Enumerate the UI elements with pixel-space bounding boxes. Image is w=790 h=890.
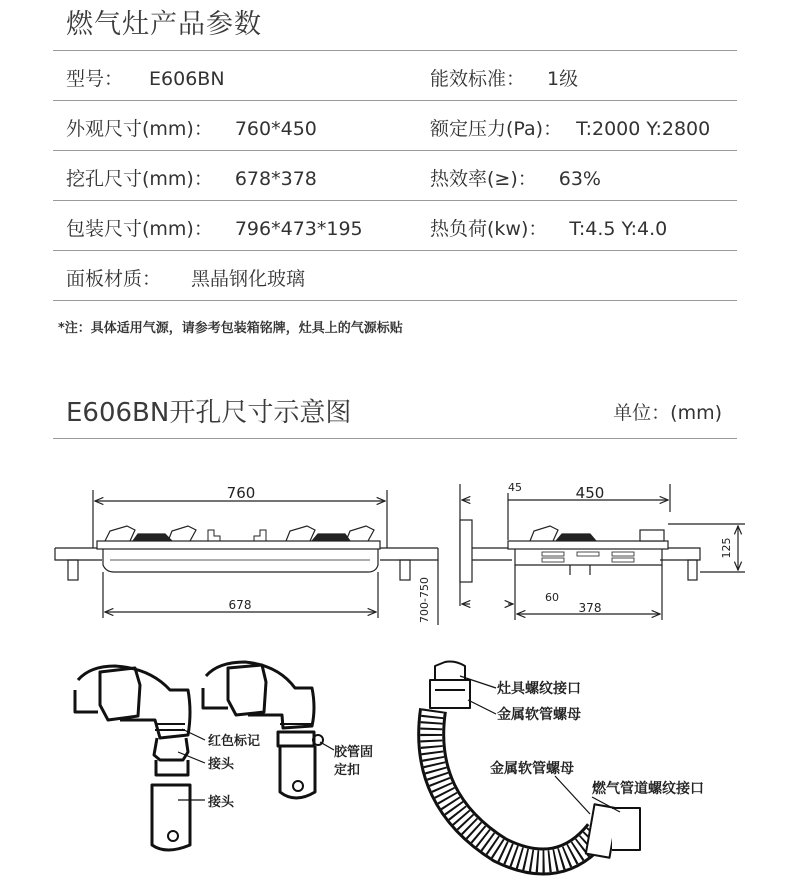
red-mark-label: 红色标记 xyxy=(208,734,261,749)
spec-label: 面板材质： xyxy=(66,268,162,290)
front-width-label: 760 xyxy=(226,484,256,502)
side-hole-label: 378 xyxy=(578,601,602,615)
side-height-label: 125 xyxy=(720,537,733,559)
spec-value: 1级 xyxy=(547,68,579,90)
spec-value: T:2000 Y:2800 xyxy=(576,118,711,140)
diagram-unit: 单位：(mm) xyxy=(613,402,722,424)
spec-value: 760*450 xyxy=(234,118,317,140)
pipe-thread-label: 燃气管道螺纹接口 xyxy=(592,781,704,797)
spec-value: 678*378 xyxy=(234,168,317,190)
diagram-title: E606BN开孔尺寸示意图 xyxy=(66,398,352,428)
spec-label: 额定压力(Pa)： xyxy=(430,118,563,140)
spec-value: 黑晶钢化玻璃 xyxy=(191,268,306,290)
page-title: 燃气灶产品参数 xyxy=(66,9,262,40)
front-hole-label: 678 xyxy=(228,598,252,612)
spec-label: 型号： xyxy=(66,68,124,90)
stove-thread-label: 灶具螺纹接口 xyxy=(497,681,581,697)
side-view xyxy=(460,484,745,620)
spec-label: 包装尺寸(mm)： xyxy=(66,218,213,240)
hose-nut-label-1: 金属软管螺母 xyxy=(497,707,581,723)
spec-label: 外观尺寸(mm)： xyxy=(66,118,213,140)
right-burner xyxy=(286,526,374,541)
spec-label: 能效标准： xyxy=(430,68,526,90)
spec-value: 63% xyxy=(558,168,601,190)
joint-label-1: 接头 xyxy=(208,757,235,772)
knobs xyxy=(208,530,266,541)
spec-value: E606BN xyxy=(149,68,225,90)
spec-label: 挖孔尺寸(mm)： xyxy=(66,168,213,190)
spec-value: T:4.5 Y:4.0 xyxy=(569,218,668,240)
joint-label-2: 接头 xyxy=(208,795,235,810)
spec-label: 热负荷(kw)： xyxy=(430,218,548,240)
left-burner xyxy=(105,526,196,541)
connector-red-mark xyxy=(75,666,190,850)
spec-value: 796*473*195 xyxy=(234,218,363,240)
front-depth-label: 700-750 xyxy=(418,577,431,623)
footnote: *注：具体适用气源，请参考包装箱铭牌，灶具上的气源标贴 xyxy=(58,321,403,336)
hose-nut-label-2: 金属软管螺母 xyxy=(490,761,574,777)
spec-label: 热效率(≥)： xyxy=(430,168,537,190)
connector-clamp xyxy=(203,662,323,798)
side-hole-offset-label: 60 xyxy=(545,591,559,604)
side-top-offset-label: 45 xyxy=(508,481,522,494)
side-depth-label: 450 xyxy=(575,484,605,502)
clamp-label-2: 定扣 xyxy=(334,763,361,778)
clamp-label-1: 胶管固 xyxy=(334,745,374,760)
